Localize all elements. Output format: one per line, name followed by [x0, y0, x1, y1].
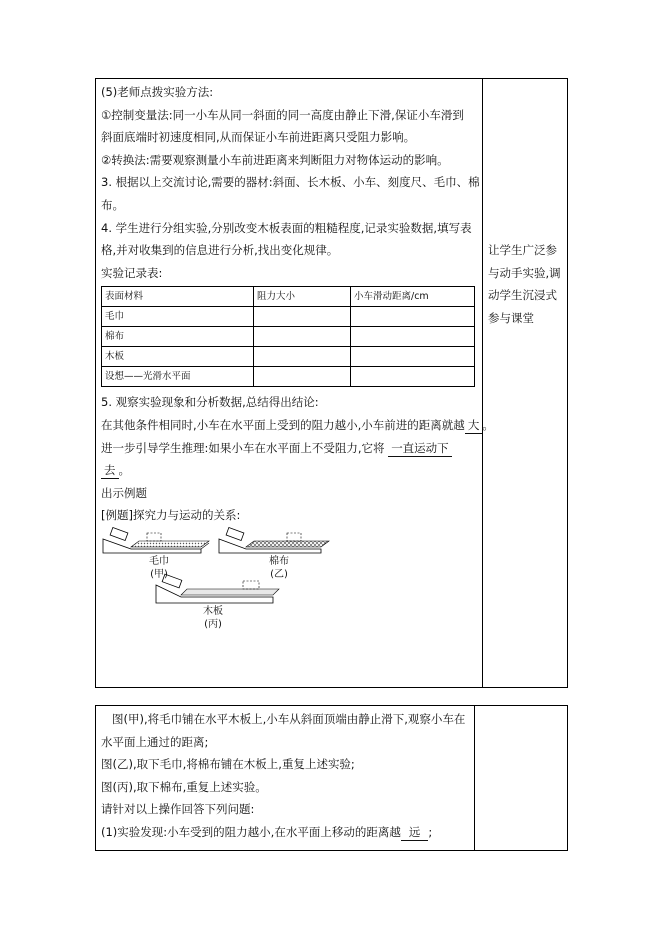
question-text: (1)实验发现:小车受到的阻力越小,在水平面上移动的距离越 — [101, 824, 401, 839]
header-cell: 表面材料 — [102, 287, 254, 307]
conclusion-heading: 5. 观察实验现象和分析数据,总结得出结论: — [101, 395, 319, 410]
reasoning-line-cont — [101, 459, 477, 482]
text-line: 3. 根据以上交流讨论,需要的器材:斜面、长木板、小车、刻度尺、毛巾、棉 — [101, 175, 480, 190]
text-line: 图(甲),将毛巾铺在水平木板上,小车从斜面顶端由静止滑下,观察小车在 — [112, 712, 466, 726]
table-row — [102, 367, 475, 387]
reasoning-line — [101, 437, 477, 460]
ramp-cart-illustration — [101, 527, 477, 635]
design-intent-cell — [488, 239, 566, 329]
column-divider — [474, 706, 475, 850]
answer-blank: 远 — [401, 824, 429, 841]
side-note-line: 参与课堂 — [488, 310, 534, 325]
header-cell: 阻力大小 — [254, 287, 351, 307]
experiment-figure — [101, 527, 477, 635]
table-cell: 木板 — [102, 347, 254, 367]
text-line: (5)老师点拨实验方法: — [101, 85, 214, 99]
side-note-line: 动学生沉浸式 — [488, 288, 557, 302]
example-heading: [例题]探究力与运动的关系: — [101, 508, 241, 523]
caption-bing — [193, 605, 233, 631]
punctuation: 。 — [118, 463, 130, 478]
table-cell — [351, 367, 475, 387]
table-cell — [254, 327, 351, 347]
table-cell — [254, 347, 351, 367]
lesson-table-bottom — [95, 705, 568, 851]
setup-jia — [103, 527, 209, 552]
table-cell: 设想——光滑水平面 — [102, 367, 254, 387]
question-line — [101, 821, 469, 844]
caption-yi — [259, 555, 299, 581]
table-row — [102, 327, 475, 347]
lesson-table-top — [95, 78, 568, 688]
experiment-record-table — [101, 286, 475, 387]
table-cell: 毛巾 — [102, 307, 254, 327]
text-line: ②转换法:需要观察测量小车前进距离来判断阻力对物体运动的影响。 — [101, 152, 449, 167]
material-label: 木板 — [203, 605, 223, 617]
answer-blank: 大 — [465, 417, 483, 434]
punctuation: ; — [428, 824, 433, 839]
table-cell — [351, 307, 475, 327]
column-divider — [482, 79, 483, 687]
table-cell — [351, 347, 475, 367]
table-row — [102, 347, 475, 367]
text-line: 请针对以上操作回答下列问题: — [101, 802, 255, 817]
figure-label: (丙) — [204, 618, 222, 630]
setup-yi — [219, 527, 329, 552]
figure-label: (甲) — [150, 568, 168, 580]
text-line: 布。 — [101, 197, 124, 212]
figure-label: (乙) — [270, 568, 288, 580]
header-cell: 小车滑动距离/cm — [351, 287, 475, 307]
text-line: 斜面底端时初速度相同,从而保证小车前进距离只受阻力影响。 — [101, 130, 416, 145]
table-cell — [254, 307, 351, 327]
table-row — [102, 307, 475, 327]
material-label: 毛巾 — [149, 555, 169, 567]
main-content-cell — [101, 708, 469, 844]
conclusion-text: 在其他条件相同时,小车在水平面上受到的阻力越小,小车前进的距离就越 — [101, 417, 465, 432]
table-header-row — [102, 287, 475, 307]
caption-jia — [139, 555, 179, 581]
answer-blank: 去 — [101, 462, 119, 479]
text-line: 图(乙),取下毛巾,将棉布铺在木板上,重复上述实验; — [101, 757, 355, 772]
text-line: 水平面上通过的距离; — [101, 734, 209, 749]
main-content-cell — [101, 81, 494, 635]
reasoning-text: 进一步引导学生推理:如果小车在水平面上不受阻力,它将 — [101, 440, 385, 455]
table-cell — [351, 327, 475, 347]
example-title: 出示例题 — [101, 485, 147, 500]
punctuation: 。 — [482, 417, 494, 432]
material-label: 棉布 — [269, 555, 289, 567]
conclusion-line — [101, 414, 494, 437]
text-line: 4. 学生进行分组实验,分别改变木板表面的粗糙程度,记录实验数据,填写表 — [101, 220, 472, 235]
text-line: 格,并对收集到的信息进行分析,找出变化规律。 — [101, 243, 339, 258]
table-cell — [254, 367, 351, 387]
side-note-line: 让学生广泛参 — [488, 243, 557, 257]
table-cell: 棉布 — [102, 327, 254, 347]
text-line: 实验记录表: — [101, 265, 163, 280]
text-line: 图(丙),取下棉布,重复上述实验。 — [101, 779, 267, 794]
text-line: ①控制变量法:同一小车从同一斜面的同一高度由静止下滑,保证小车滑到 — [101, 107, 464, 122]
answer-blank: 一直运动下 — [388, 440, 452, 457]
side-note-line: 与动手实验,调 — [488, 265, 561, 280]
